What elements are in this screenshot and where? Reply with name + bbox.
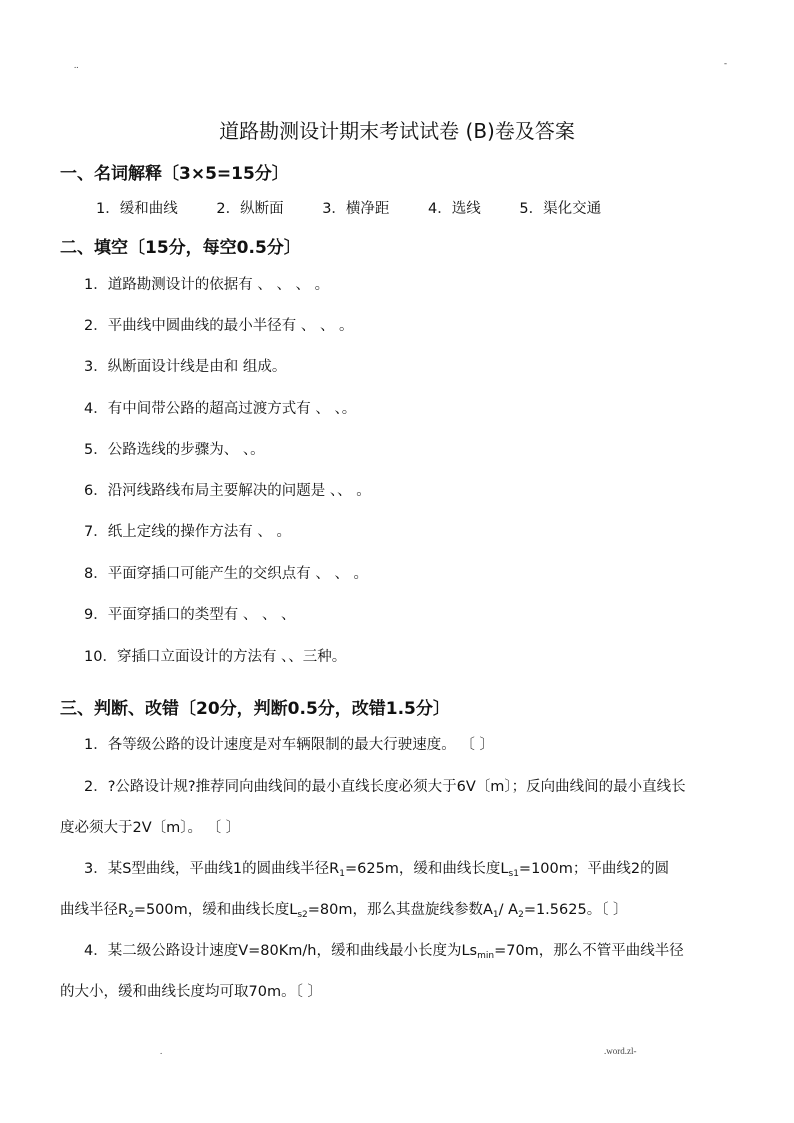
fill-blank-item: 1．道路勘测设计的依据有 、 、 、 。 <box>84 277 330 293</box>
section2-heading: 二、填空〔15分，每空0.5分〕 <box>60 238 301 258</box>
fill-blank-item: 3．纵断面设计线是由和 组成。 <box>84 359 287 375</box>
fill-blank-item: 8．平面穿插口可能产生的交织点有 、 、 。 <box>84 566 369 582</box>
term-item: 1．缓和曲线 <box>96 201 178 217</box>
judgment-item-continued: 曲线半径$R_2=500m$，缓和曲线长度$L_{s2}=80m$，那么其盘旋线参数$A_1/$ $A_2=1.5625$。〔 〕 <box>60 902 628 920</box>
fill-blank-item: 5．公路选线的步骤为、 、。 <box>84 442 265 458</box>
judgment-item: 4．某二级公路设计速度V=80Km/h，缓和曲线最小长度为$Ls_{min}=70m$，那么不管平曲线半径 <box>84 943 684 961</box>
term-item: 5．渠化交通 <box>519 201 602 217</box>
term-item: 3．横净距 <box>322 201 390 217</box>
fill-blank-item: 6．沿河线路线布局主要解决的问题是 、、 。 <box>84 483 371 499</box>
judgment-item: 1．各等级公路的设计速度是对车辆限制的最大行驶速度。 〔 〕 <box>84 737 494 753</box>
fill-blank-item: 9．平面穿插口的类型有 、 、 、 <box>84 607 296 623</box>
judgment-item-continued: 度必须大于2V〔m〕。 〔 〕 <box>60 820 241 836</box>
fill-blank-item: 2．平曲线中圆曲线的最小半径有 、 、 。 <box>84 318 354 334</box>
footer-right-mark: .word.zl- <box>604 1046 637 1056</box>
judgment-item: 2．?公路设计规?推荐同向曲线间的最小直线长度必须大于6V〔m〕；反向曲线间的最小直线长 <box>84 779 686 795</box>
judgment-item-continued: 的大小，缓和曲线长度均可取70m。〔 〕 <box>60 984 322 1000</box>
footer-left-mark: . <box>160 1046 163 1056</box>
fill-blank-item: 7．纸上定线的操作方法有 、 。 <box>84 524 291 540</box>
header-left-mark: .. <box>74 60 79 70</box>
header-right-mark: - <box>724 58 727 68</box>
judgment-item: 3．某S型曲线，平曲线1的圆曲线半径$R_1=625m$，缓和曲线长度$L_{s1}=100m$；平曲线2的圆 <box>84 861 670 879</box>
section3-heading: 三、判断、改错〔20分，判断0.5分，改错1.5分〕 <box>60 699 450 719</box>
term-list <box>96 197 601 218</box>
section1-heading: 一、名词解释〔3×5=15分〕 <box>60 164 289 184</box>
page-title: 道路勘测设计期末考试试卷 (B)卷及答案 <box>219 119 575 143</box>
fill-blank-item: 10．穿插口立面设计的方法有 、、三种。 <box>84 649 347 665</box>
term-item: 4．选线 <box>428 201 481 217</box>
term-item: 2．纵断面 <box>216 201 284 217</box>
fill-blank-item: 4．有中间带公路的超高过渡方式有 、 、。 <box>84 401 357 417</box>
